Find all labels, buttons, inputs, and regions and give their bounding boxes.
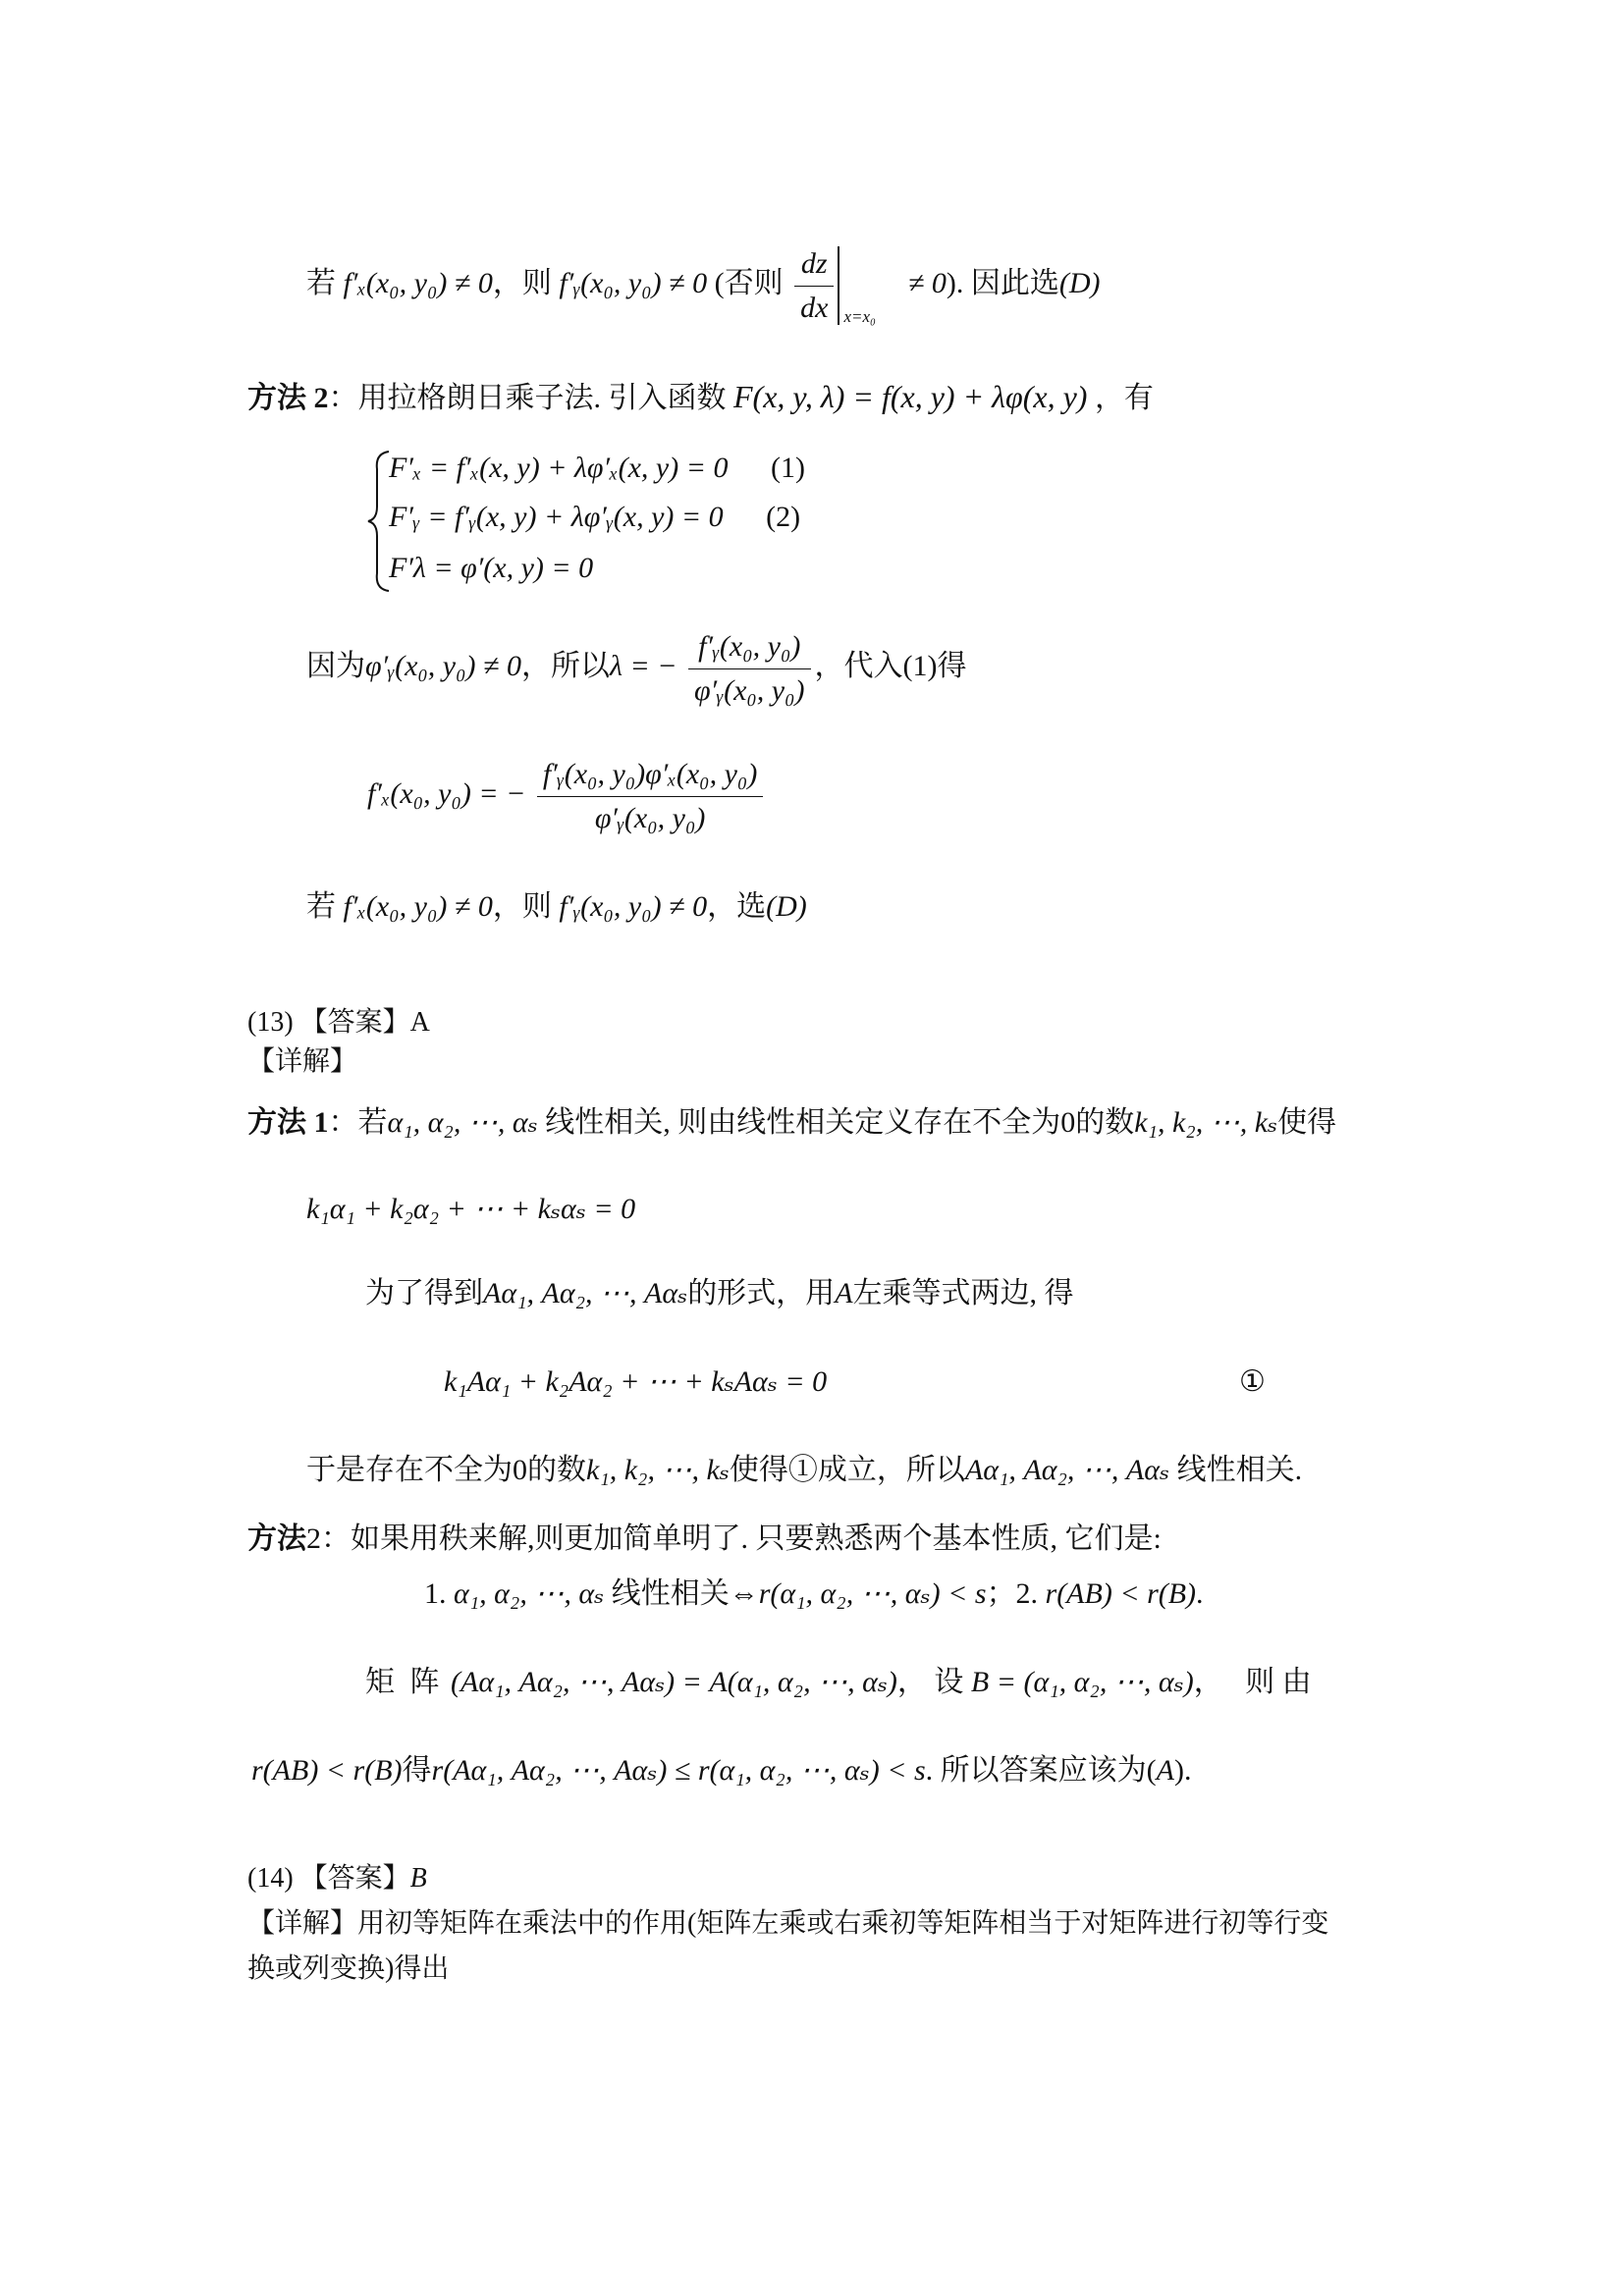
q14-detail-line2: 换或列变换)得出 <box>247 1953 450 1984</box>
text-ruo: 若 <box>306 266 336 299</box>
math-choice-d-2: (D) <box>766 890 807 923</box>
method2-lagrange-intro <box>247 377 1154 418</box>
q13-answer-line <box>247 1003 430 1042</box>
frac-fx <box>537 756 763 836</box>
label-method2-rank: 方法 <box>247 1522 306 1555</box>
math-phi-cond: φ′ᵧ(x₀, y₀) ≠ 0 <box>365 649 522 682</box>
math-ks: k₁, k₂, ⋯, kₛ <box>1134 1106 1278 1139</box>
line-conclusion-2: 若 f′ₓ(x₀, y₀) ≠ 0，则 f′ᵧ(x₀, y₀) ≠ 0，选(D) <box>306 890 807 923</box>
text-lagrange-b: ，有 <box>1094 382 1154 414</box>
equation-A-linear-combination: k₁Aα₁ + k₂Aα₂ + ⋯ + kₛAαₛ = 0 <box>444 1365 828 1398</box>
frac-lambda-num: f′ᵧ(x₀, y₀) <box>688 628 811 669</box>
math-cond-fx: f′ₓ(x₀, y₀) ≠ 0 <box>343 266 493 299</box>
q14-answer-label: 【答案】 <box>299 1863 410 1894</box>
text-substitute: ，代入(1)得 <box>814 649 967 682</box>
q13-para2: 为了得到Aα₁, Aα₂, ⋯, Aαₛ的形式，用A左乘等式两边, 得 <box>365 1277 1074 1309</box>
equation-2: F′ᵧ = f′ᵧ(x, y) + λφ′ᵧ(x, y) = 0 (2) <box>389 501 801 533</box>
equation-2-tag: (2) <box>766 501 801 533</box>
q14-answer-line <box>247 1859 427 1898</box>
label-method2: 方法 2 <box>247 382 329 414</box>
text-fouze: (否则 <box>714 266 784 299</box>
math-lagrange-function: F(x, y, λ) = f(x, y) + λφ(x, y) <box>733 379 1088 414</box>
q13-para3: 于是存在不全为0的数k₁, k₂, ⋯, kₛ使得①成立，所以Aα₁, Aα₂, ⋯, Aαₛ 线性相关. <box>306 1454 1303 1486</box>
line-conclusion-1 <box>306 245 1101 344</box>
matrix-line: 矩 阵 (Aα₁, Aα₂, ⋯, Aαₛ) = A(α₁, α₂, ⋯, αₛ)， 设 B = (α₁, α₂, ⋯, αₛ)， 则 由 <box>365 1666 1312 1698</box>
q14-detail-line1: 【详解】用初等矩阵在乘法中的作用(矩阵左乘或右乘初等矩阵相当于对矩阵进行初等行变 <box>247 1908 1329 1939</box>
rank-properties: 1. α₁, α₂, ⋯, αₛ 线性相关⇔r(α₁, α₂, ⋯, αₛ) < s；2. r(AB) < r(B). <box>424 1577 1204 1610</box>
frac-lambda-den: φ′ᵧ(x₀, y₀) <box>694 673 805 707</box>
rank-conclusion: r(AB) < r(B)得r(Aα₁, Aα₂, ⋯, Aαₛ) ≤ r(α₁, α₂, ⋯, αₛ) < s. 所以答案应该为(A). <box>251 1754 1192 1787</box>
q13-detail-label: 【详解】 <box>247 1046 358 1077</box>
q13-answer-label: 【答案】 <box>299 1007 410 1038</box>
line-because <box>306 628 967 726</box>
math-cond-fy: f′ᵧ(x₀, y₀) ≠ 0 <box>559 266 708 299</box>
math-lambda: λ = − <box>610 649 677 682</box>
q13-number: (13) <box>247 1007 294 1038</box>
frac-den: dx <box>800 291 829 324</box>
frac-dz-dx <box>794 245 834 326</box>
label-method1: 方法 1 <box>247 1106 329 1139</box>
frac-fx-num: f′ᵧ(x₀, y₀)φ′ₓ(x₀, y₀) <box>537 756 763 797</box>
frac-fx-den: φ′ᵧ(x₀, y₀) <box>594 801 706 834</box>
q14-answer: B <box>409 1863 427 1894</box>
math-choice-d: (D) <box>1058 266 1101 299</box>
eval-subscript: x=x₀ <box>843 307 876 326</box>
equation-linear-combination: k₁α₁ + k₂α₂ + ⋯ + kₛαₛ = 0 <box>306 1193 636 1225</box>
math-neq-zero: ≠ 0 <box>907 266 947 299</box>
text-lagrange-a: ：用拉格朗日乘子法. 引入函数 <box>328 382 727 414</box>
equation-fx <box>367 756 767 854</box>
eval-bar <box>838 246 900 325</box>
math-alphas: α₁, α₂, ⋯, αₛ <box>387 1106 538 1139</box>
math-fx-lhs: f′ₓ(x₀, y₀) = − <box>367 776 526 810</box>
text-conclusion: ). 因此选 <box>946 266 1059 299</box>
q14-number: (14) <box>247 1863 294 1894</box>
equation-3: F′λ = φ′(x, y) = 0 <box>389 552 594 584</box>
frac-lambda <box>688 628 811 709</box>
q13-answer: A <box>409 1007 430 1038</box>
equation-1-tag: (1) <box>770 452 805 484</box>
q13-method1-line: 方法 1：若α₁, α₂, ⋯, αₛ 线性相关, 则由线性相关定义存在不全为0的数k₁, k₂, ⋯, kₛ使得 <box>247 1106 1337 1139</box>
equation-1: F′ₓ = f′ₓ(x, y) + λφ′ₓ(x, y) = 0 (1) <box>389 452 805 484</box>
text-suoyi: ，所以 <box>521 649 611 682</box>
q13-method2-line: 方法2：如果用秩来解,则更加简单明了. 只要熟悉两个基本性质, 它们是: <box>247 1522 1162 1555</box>
frac-num: dz <box>794 245 834 287</box>
circle-one-icon: ① <box>1239 1365 1266 1398</box>
text-yinwei: 因为 <box>306 649 365 682</box>
text-ze: ，则 <box>492 266 552 299</box>
